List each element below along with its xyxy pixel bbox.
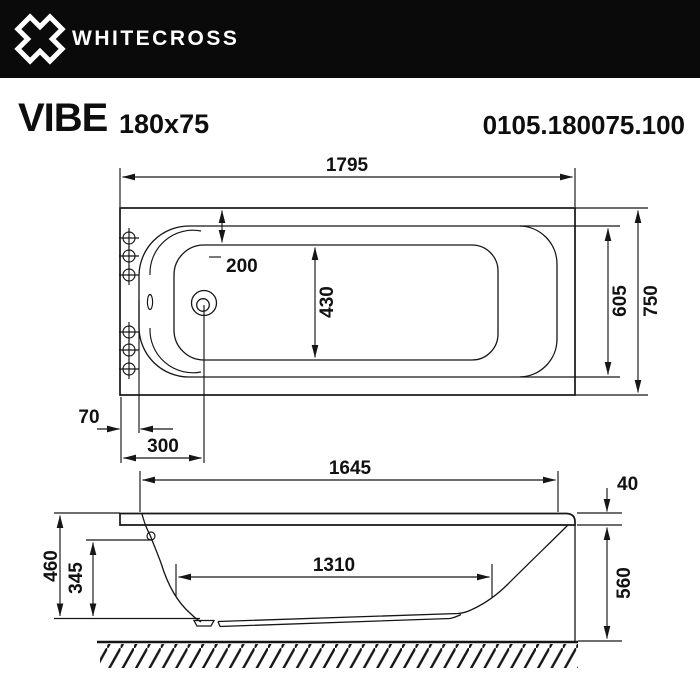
- dim-length-1795: [120, 155, 575, 207]
- bottom-shell: [218, 610, 472, 627]
- tub-outer-outline: [120, 208, 575, 395]
- dim-bottom-length-label: 1310: [312, 555, 356, 576]
- right-wall-profile: [472, 525, 568, 610]
- dim-overall-width-label: 750: [641, 285, 662, 317]
- product-article-number: 0105.180075.100: [482, 110, 685, 140]
- whitecross-x-icon: [13, 12, 67, 66]
- dim-drain-offset-300: [124, 436, 202, 458]
- elevation-view: [41, 458, 638, 668]
- dim-drain-offset-label: 300: [147, 436, 179, 457]
- rim-profile: [120, 514, 575, 526]
- dim-basin-width-label: 430: [317, 286, 338, 318]
- plan-view: [78, 155, 662, 463]
- brand-name: WHITECROSS: [72, 27, 240, 50]
- dim-rim-thickness-40: [577, 474, 638, 525]
- dim-body-height-label: 460: [41, 550, 62, 582]
- dim-inner-width-label: 605: [610, 285, 631, 317]
- product-model: VIBE: [18, 96, 108, 140]
- dim-skirt-height-560: [578, 528, 635, 642]
- dim-length-label: 1795: [325, 155, 369, 176]
- dim-edge-offset-label: 70: [78, 407, 100, 428]
- dim-rim-length-label: 1645: [328, 458, 372, 479]
- brand-header-bar: [0, 0, 700, 78]
- dim-skirt-height-label: 560: [614, 567, 635, 599]
- dim-inner-depth-345: [66, 540, 151, 616]
- product-size: 180x75: [119, 109, 210, 139]
- floor-hatching: [97, 642, 578, 668]
- dim-inner-depth-label: 345: [66, 562, 87, 594]
- dim-bottom-length-1310: [176, 555, 492, 597]
- dim-basin-offset-label: 200: [226, 256, 258, 277]
- left-wall-profile: [142, 514, 201, 622]
- dim-rim-length-1645: [140, 458, 558, 512]
- dim-rim-thickness-label: 40: [617, 474, 639, 495]
- drain-fitting-tab: [194, 621, 214, 627]
